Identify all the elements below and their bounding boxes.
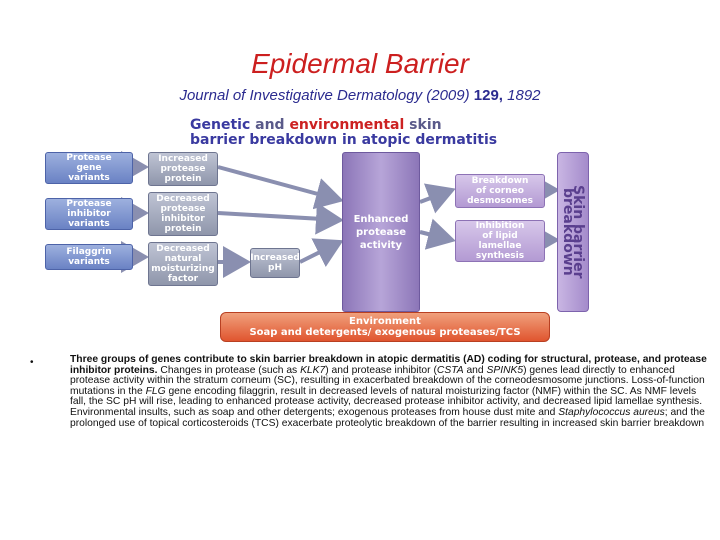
caption-klk7: KLK7 <box>300 364 326 376</box>
box-increased-protease-protein: Increased protease protein <box>148 152 218 186</box>
box-filaggrin-variants: Filaggrin variants <box>45 244 133 270</box>
box-corneodesmosome-breakdown: Breakdown of corneo desmosomes <box>455 174 545 208</box>
citation-volume: 129, <box>473 87 503 104</box>
figure-title-genetic: Genetic <box>190 117 251 133</box>
caption-lead: Three groups of genes contribute to skin barrier breakdown in atopic dermatitis (AD) coding for structural, protease, and protease inhibitor proteins. <box>70 354 707 376</box>
box-protease-inhibitor-variants: Protease inhibitor variants <box>45 198 133 230</box>
figure-title <box>190 118 497 148</box>
arrow-ph-center <box>300 242 340 262</box>
arrow-breakdown <box>420 190 452 202</box>
caption-csta: CSTA <box>436 364 464 376</box>
caption-t3: and <box>463 364 487 376</box>
skin-barrier-label: Skin barrier breakdown <box>560 185 586 279</box>
caption-t6: ; and the prolonged use of topical corticosteroids (TCS) exacerbate proteolytic breakdown of the barrier resulting in increased skin barrier breakdown <box>70 406 705 429</box>
caption-t2: ) and protease inhibitor ( <box>325 364 437 376</box>
arrow-increased-protease <box>218 167 340 200</box>
box-enhanced-protease-activity: Enhanced protease activity <box>342 152 420 312</box>
box-decreased-nmf: Decreased natural moisturizing factor <box>148 242 218 286</box>
box-environment <box>220 312 550 342</box>
caption-flg: FLG <box>145 385 166 397</box>
citation-page: 1892 <box>507 87 541 104</box>
box-decreased-protease-inhibitor: Decreased protease inhibitor protein <box>148 192 218 236</box>
caption-staph: Staphylococcus aureus <box>558 406 665 418</box>
slide-title: Epidermal Barrier <box>251 48 469 79</box>
figure-title-environmental: environmental <box>289 117 405 133</box>
caption-text <box>70 355 710 429</box>
environment-detail: Soap and detergents/ exogenous proteases/TCS <box>249 327 521 338</box>
environment-title: Environment <box>349 316 421 327</box>
caption-t4: ) genes lead directly to enhanced protease activity within the stratum corneum (SC), resulting in exacerbated breakdown of the corneodesmosome junctions. Loss-of-function mutations in the <box>70 364 705 397</box>
arrow-inhibition <box>420 232 452 240</box>
barrier-diagram <box>40 112 586 352</box>
citation-journal: Journal of Investigative Dermatology (2009) <box>179 87 470 104</box>
figure-title-and: and <box>250 117 290 133</box>
figure-title-skin: skin <box>404 117 442 133</box>
bullet-point: • <box>30 357 34 368</box>
caption-spink5: SPINK5 <box>486 364 524 376</box>
figure-title-line2: barrier breakdown in atopic dermatitis <box>190 132 498 148</box>
caption-t5: gene encoding filaggrin, result in decreased levels of natural moisturizing factor (NMF) within the SC. As NMF levels fall, the SC pH will rise, leading to enhanced protease activity, decreased protease inhibitor activity, and decreased lipid lamellae synthesis. Environmental insults, such as soap and other detergents; exogenous proteases from house dust mite and <box>70 385 703 418</box>
box-lipid-lamellae-inhibition: Inhibition of lipid lamellae synthesis <box>455 220 545 262</box>
box-skin-barrier-breakdown <box>557 152 589 312</box>
box-protease-gene-variants: Protease gene variants <box>45 152 133 184</box>
box-increased-ph: Increased pH <box>250 248 300 278</box>
caption-t1: Changes in protease (such as <box>157 364 301 376</box>
citation <box>0 87 720 104</box>
arrow-decreased-inhibitor <box>218 213 340 220</box>
